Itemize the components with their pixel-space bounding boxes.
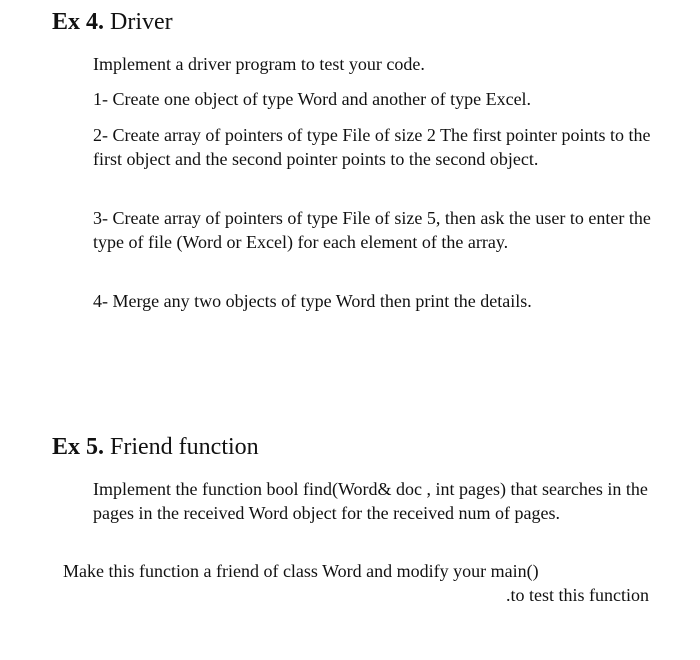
ex4-item-2: 2- Create array of pointers of type File of size 2 The first pointer points to the first object and the second pointer points to the second object. [93,125,651,169]
ex4-intro: Implement a driver program to test your code. [93,54,425,74]
ex4-number: Ex 4. [52,9,105,35]
ex4-item-3: 3- Create array of pointers of type File of size 5, then ask the user to enter the type of file (Word or Excel) for each element of the array. [93,208,651,252]
ex4-heading [52,8,173,36]
ex5-note-line-2: .to test this function [506,585,649,605]
ex4-title: Driver [104,9,173,35]
ex5-title: Friend function [104,434,259,460]
ex5-note-line-1: Make this function a friend of class Word and modify your main() [63,561,539,581]
ex4-item-4: 4- Merge any two objects of type Word then print the details. [93,291,532,311]
ex4-item-1: 1- Create one object of type Word and another of type Excel. [93,89,532,109]
ex5-number: Ex 5. [52,434,105,460]
ex5-description: Implement the function bool find(Word& doc , int pages) that searches in the pages in the received Word object for the received num of pages. [93,479,648,523]
ex5-heading [52,433,259,461]
